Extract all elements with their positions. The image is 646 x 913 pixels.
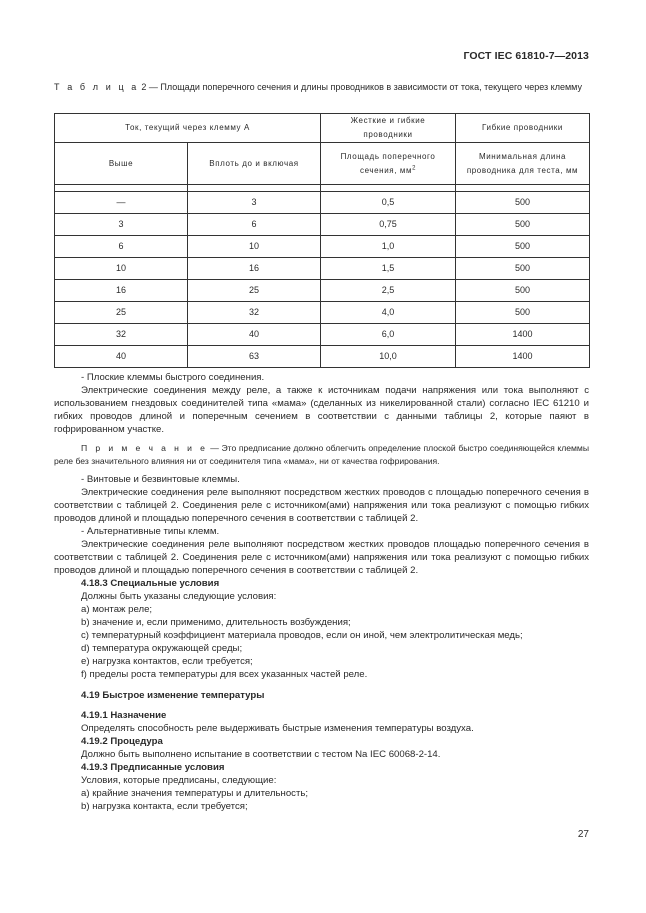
- table-cell: 0,75: [321, 214, 456, 236]
- table-subheader-row: [55, 143, 590, 185]
- table-cell: 10,0: [321, 346, 456, 368]
- paragraph: - Плоские клеммы быстрого соединения.: [81, 372, 265, 383]
- table-cell: 32: [188, 302, 321, 324]
- note-label: П р и м е ч а н и е: [81, 443, 208, 453]
- paragraph: Должны быть указаны следующие условия:: [81, 591, 277, 602]
- header-upto: Вплоть до и включая: [188, 143, 321, 185]
- table-cell: 25: [188, 280, 321, 302]
- table-cell: 1,0: [321, 236, 456, 258]
- table-cell: 6,0: [321, 324, 456, 346]
- table-row: [55, 346, 590, 368]
- table-body: [55, 192, 590, 368]
- page-number: 27: [577, 829, 589, 840]
- header-flexible: Гибкие проводники: [456, 114, 590, 143]
- paragraph: Электрические соединения между реле, а также к источникам подачи напряжения или тока выполняют с использованием гнездовых соединителей типа «мама» (сделанных из никелированной стали) согласно IEC 61210 и гибких проводов длиной и поперечным сечением в соответствии с данными таблицы 2, которые паяют в гофрированном участке.: [54, 385, 589, 435]
- table-cell: 0,5: [321, 192, 456, 214]
- table-cell: 4,0: [321, 302, 456, 324]
- header-length: Минимальная длина проводника для теста, мм: [456, 143, 590, 185]
- table-cell: 2,5: [321, 280, 456, 302]
- table-cell: 1400: [456, 346, 590, 368]
- header-area: [321, 143, 456, 185]
- list-item: b) нагрузка контакта, если требуется;: [81, 801, 248, 812]
- table-cell: 40: [55, 346, 188, 368]
- spacer-cell: [456, 185, 590, 192]
- section-heading: 4.19.1 Назначение: [81, 710, 167, 721]
- table-cell: 63: [188, 346, 321, 368]
- table-cell: 16: [55, 280, 188, 302]
- header-area-sup: 2: [412, 164, 416, 171]
- table-cell: 10: [55, 258, 188, 280]
- table-cell: 500: [456, 192, 590, 214]
- list-item: e) нагрузка контактов, если требуется;: [81, 656, 253, 667]
- paragraph: Условия, которые предписаны, следующие:: [81, 775, 277, 786]
- paragraph: Электрические соединения реле выполняют посредством жестких проводов площадью поперечного сечения в соответствии с таблицей 2. Соединения реле с источником(ами) напряжения или тока реализуют с помощью гибких проводов длиной и площадью поперечного сечения в соответствии с таблицей 2.: [54, 539, 589, 576]
- table-cell: 32: [55, 324, 188, 346]
- table-cell: 3: [55, 214, 188, 236]
- table-row: [55, 214, 590, 236]
- table-row: [55, 192, 590, 214]
- table-row: [55, 236, 590, 258]
- table-cell: 3: [188, 192, 321, 214]
- table-cell: 500: [456, 302, 590, 324]
- section-heading: 4.19.2 Процедура: [81, 736, 163, 747]
- paragraph: - Альтернативные типы клемм.: [81, 526, 220, 537]
- header-current: Ток, текущий через клемму А: [55, 114, 321, 143]
- body-text: [54, 371, 589, 813]
- note: [54, 442, 589, 467]
- table-caption: [54, 81, 589, 93]
- paragraph: Определять способность реле выдерживать быстрые изменения температуры воздуха.: [81, 723, 474, 734]
- table-row: [55, 324, 590, 346]
- table-caption-text: 2 — Площади поперечного сечения и длины проводников в зависимости от тока, текущего через клемму: [141, 82, 582, 92]
- conductor-table: [54, 113, 590, 368]
- spacer-cell: [188, 185, 321, 192]
- table-row: [55, 258, 590, 280]
- table-cell: —: [55, 192, 188, 214]
- document-header: ГОСТ IEC 61810-7—2013: [463, 50, 589, 62]
- header-area-text: Площадь поперечного сечения, мм: [340, 151, 436, 175]
- table-caption-label: Т а б л и ц а: [54, 82, 139, 92]
- list-item: b) значение и, если применимо, длительность возбуждения;: [81, 617, 351, 628]
- table-row: [55, 302, 590, 324]
- table-cell: 25: [55, 302, 188, 324]
- table-cell: 500: [456, 236, 590, 258]
- spacer-cell: [321, 185, 456, 192]
- table-spacer-row: [55, 185, 590, 192]
- section-heading: 4.19 Быстрое изменение температуры: [81, 690, 265, 701]
- paragraph: Должно быть выполнено испытание в соответствии с тестом Na IEC 60068-2-14.: [81, 749, 441, 760]
- list-item: a) крайние значения температуры и длительность;: [81, 788, 309, 799]
- section-heading: 4.18.3 Специальные условия: [81, 578, 220, 589]
- table-cell: 40: [188, 324, 321, 346]
- table-cell: 6: [55, 236, 188, 258]
- list-item: a) монтаж реле;: [81, 604, 153, 615]
- list-item: f) пределы роста температуры для всех указанных частей реле.: [81, 669, 368, 680]
- table-cell: 500: [456, 280, 590, 302]
- table-cell: 10: [188, 236, 321, 258]
- table-row: [55, 280, 590, 302]
- paragraph: - Винтовые и безвинтовые клеммы.: [81, 474, 240, 485]
- section-heading: 4.19.3 Предписанные условия: [81, 762, 225, 773]
- table-cell: 1,5: [321, 258, 456, 280]
- table-cell: 6: [188, 214, 321, 236]
- table-cell: 1400: [456, 324, 590, 346]
- list-item: d) температура окружающей среды;: [81, 643, 243, 654]
- header-above: Выше: [55, 143, 188, 185]
- note-text: — Это предписание должно облегчить определение плоской быстро соединяющейся клеммы реле без значительного влияния ни от соединителя типа «мама», ни от качества гофрирования.: [54, 443, 589, 466]
- table-cell: 16: [188, 258, 321, 280]
- spacer-cell: [55, 185, 188, 192]
- table-cell: 500: [456, 258, 590, 280]
- paragraph: Электрические соединения реле выполняют посредством жестких проводов с площадью поперечного сечения в соответствии с таблицей 2. Соединения реле с источником(ами) напряжения или тока реализуют с помощью гибких проводов длиной и площадью поперечного сечения в соответствии с таблицей 2.: [54, 487, 589, 524]
- table-cell: 500: [456, 214, 590, 236]
- table-header-row: [55, 114, 590, 143]
- header-rigid: Жесткие и гибкие проводники: [321, 114, 456, 143]
- list-item: c) температурный коэффициент материала проводов, если он иной, чем электролитическая медь;: [81, 630, 523, 641]
